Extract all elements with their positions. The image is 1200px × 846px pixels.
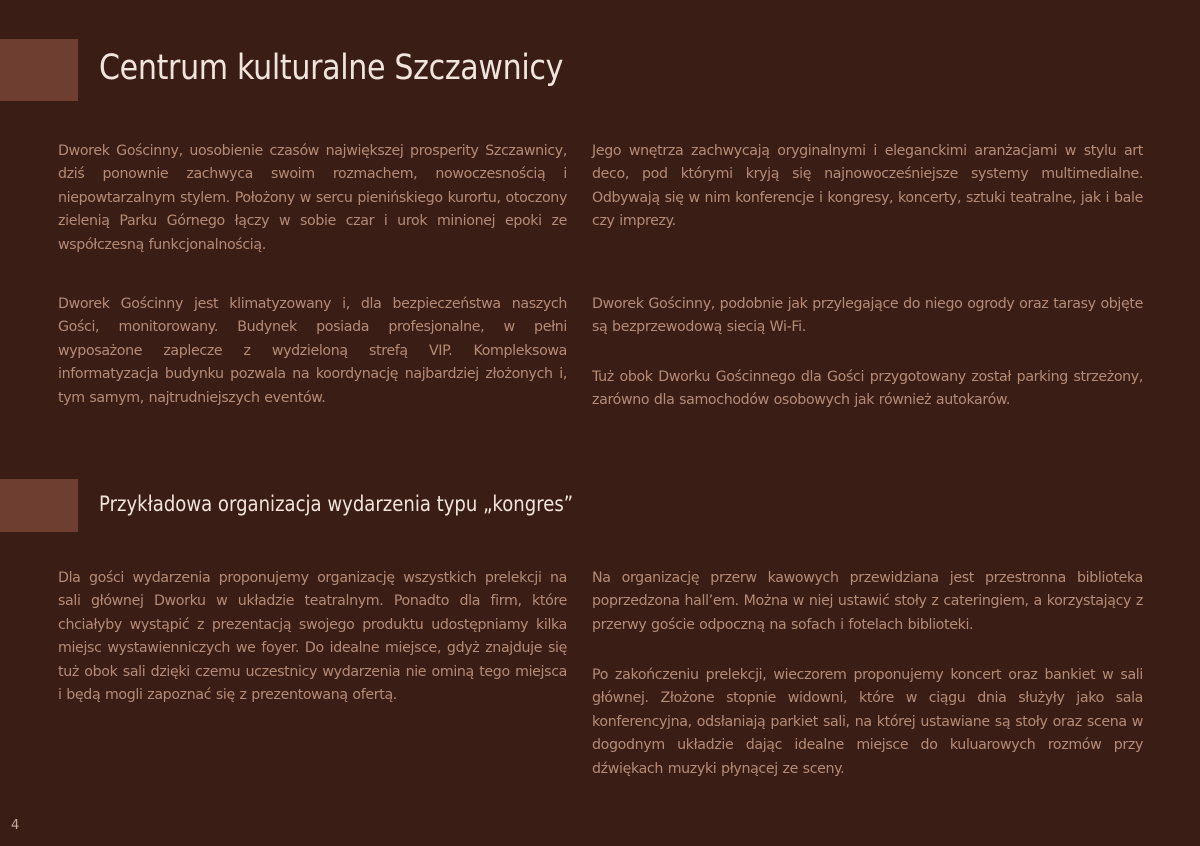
section-heading: Przykładowa organizacja wydarzenia typu „kongres” xyxy=(99,492,574,516)
paragraph-interiors: Jego wnętrza zachwycają oryginalnymi i eleganckimi aranżacjami w stylu art deco, pod którymi kryją się najnowocześniejsze systemy multimedialne. Odbywają się w nim konferencje i kongresy, koncerty, sztuki teatralne, jak i bale czy imprezy. xyxy=(592,143,1143,230)
page-number: 4 xyxy=(11,818,20,833)
page-title: Centrum kulturalne Szczawnicy xyxy=(99,48,564,88)
paragraph-wifi: Dworek Gościnny, podobnie jak przylegające do niego ogrody oraz tarasy objęte są bezprzewodową siecią Wi-Fi. xyxy=(592,296,1143,336)
paragraph-coffee-breaks: Na organizację przerw kawowych przewidziana jest przestronna biblioteka poprzedzona hall’em. Można w niej ustawić stoły z cateringiem, a korzystający z przerwy goście odpoczną na sofach i fotelach biblioteki. xyxy=(592,570,1143,633)
section-accent-block xyxy=(0,479,78,532)
paragraph-parking: Tuż obok Dworku Gościnnego dla Gości przygotowany został parking strzeżony, zarówno dla samochodów osobowych jak również autokarów. xyxy=(592,369,1143,409)
paragraph-security: Dworek Gościnny jest klimatyzowany i, dla bezpieczeństwa naszych Gości, monitorowany. Budynek posiada profesjonalne, w pełni wyposażone zaplecze z wydzieloną strefą VIP. Kompleksowa informatyzacja budynku pozwala na koordynację najbardziej złożonych i, tym samym, najtrudniejszych eventów. xyxy=(58,296,567,406)
paragraph-lectures: Dla gości wydarzenia proponujemy organizację wszystkich prelekcji na sali głównej Dworku w układzie teatralnym. Ponadto dla firm, które chciałyby wystąpić z prezentacją swojego produktu udostępniamy kilka miejsc wystawienniczych we foyer. Do idealne miejsce, gdyż znajduje się tuż obok sali dzięki czemu uczestnicy wydarzenia nie ominą tego miejsca i będą mogli zapoznać się z prezentowaną ofertą. xyxy=(58,570,567,704)
paragraph-history: Dworek Gościnny, uosobienie czasów największej prosperity Szczawnicy, dziś ponownie zachwyca swoim rozmachem, nowoczesnością i niepowtarzalnym stylem. Położony w sercu pienińskiego kurortu, otoczony zielenią Parku Górnego łączy w sobie czar i urok minionej epoki ze współczesną funkcjonalnością. xyxy=(58,143,567,253)
paragraph-evening-banquet: Po zakończeniu prelekcji, wieczorem proponujemy koncert oraz bankiet w sali głównej. Złożone stopnie widowni, które w ciągu dnia służyły jako sala konferencyjna, odsłaniają parkiet sali, na której ustawiane są stoły oraz scena w dogodnym układzie dając idealne miejsce do kuluarowych rozmów przy dźwiękach muzyki płynącej ze sceny. xyxy=(592,667,1143,777)
section-accent-block xyxy=(0,39,78,101)
